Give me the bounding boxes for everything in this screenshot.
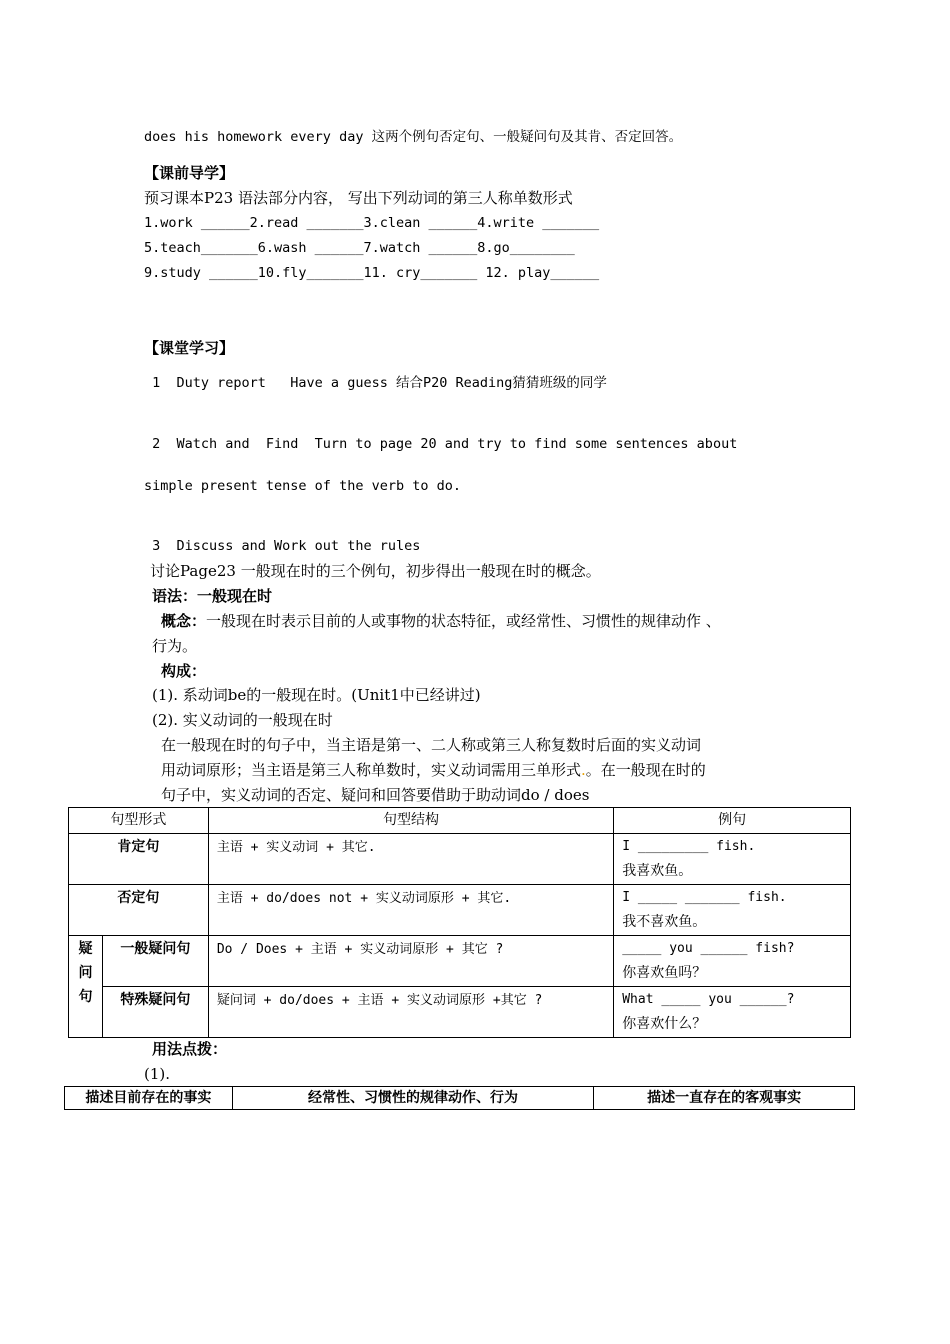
grammar-para-2 — [161, 760, 706, 780]
structure-general-question: Do / Does + 主语 + 实义动词原形 + 其它 ? — [208, 936, 613, 987]
concept-label: 概念： — [161, 612, 207, 630]
table-row-negative — [69, 885, 851, 936]
usage-header-1: 描述目前存在的事实 — [65, 1087, 233, 1110]
example-negative: I _____ _______ fish. 我不喜欢鱼。 — [614, 885, 851, 936]
preview-instruction: 预习课本P23 语法部分内容， 写出下列动词的第三人称单数形式 — [144, 189, 573, 207]
verb-exercise-row-1: 1.work ______2.read _______3.clean ______4.write _______ — [144, 215, 600, 231]
question-group-label: 疑 问 句 — [69, 936, 103, 1038]
table-row-affirmative — [69, 834, 851, 885]
table-row-general-question — [69, 936, 851, 987]
classroom-item-2: 2 Watch and Find Turn to page 20 and try to find some sentences about — [144, 436, 738, 452]
form-negative: 否定句 — [69, 885, 209, 936]
discuss-text: 讨论Page23 一般现在时的三个例句，初步得出一般现在时的概念。 — [150, 562, 601, 580]
header-form: 句型形式 — [69, 808, 209, 834]
table-header-row — [69, 808, 851, 834]
usage-label: 用法点拨： — [152, 1040, 228, 1058]
classroom-item-3: 3 Discuss and Work out the rules — [144, 538, 421, 554]
header-structure: 句型结构 — [208, 808, 613, 834]
verb-exercise-row-3: 9.study ______10.fly_______11. cry_______ 12. play______ — [144, 265, 600, 281]
concept-text-cont: 行为。 — [152, 637, 198, 655]
grammar-para-3: 句子中，实义动词的否定、疑问和回答要借助于助动词do / does — [161, 786, 590, 804]
grammar-label: 语法：一般现在时 — [152, 587, 273, 605]
usage-table — [64, 1086, 855, 1110]
example-special-question: What _____ you ______? 你喜欢什么？ — [614, 987, 851, 1038]
table-row-special-question — [69, 987, 851, 1038]
intro-line: does his homework every day 这两个例句否定句、一般疑问句及其肯、否定回答。 — [144, 129, 683, 145]
form-special-question: 特殊疑问句 — [102, 987, 208, 1038]
usage-point-1: (1). — [144, 1065, 171, 1083]
structure-negative: 主语 + do/does not + 实义动词原形 + 其它. — [208, 885, 613, 936]
example-affirmative: I _________ fish. 我喜欢鱼。 — [614, 834, 851, 885]
highlight-dot: . — [581, 761, 586, 779]
usage-header-3: 描述一直存在的客观事实 — [594, 1087, 855, 1110]
concept-text: 一般现在时表示目前的人或事物的状态特征，或经常性、习惯性的规律动作 、 — [206, 612, 721, 630]
example-general-question: _____ you ______ fish? 你喜欢鱼吗？ — [614, 936, 851, 987]
classroom-item-2-cont: simple present tense of the verb to do. — [144, 478, 461, 494]
grammar-point-1: (1). 系动词be的一般现在时。(Unit1中已经讲过) — [152, 686, 481, 704]
grammar-para-2a: 用动词原形；当主语是第三人称单数时，实义动词需用三单形式 — [161, 761, 582, 779]
grammar-point-2: (2). 实义动词的一般现在时 — [152, 711, 333, 729]
preview-heading: 【课前导学】 — [144, 164, 235, 182]
structure-affirmative: 主语 + 实义动词 + 其它. — [208, 834, 613, 885]
verb-exercise-row-2: 5.teach_______6.wash ______7.watch ______8.go________ — [144, 240, 575, 256]
concept-line — [161, 611, 721, 631]
usage-header-2: 经常性、习惯性的规律动作、行为 — [232, 1087, 594, 1110]
classroom-item-1: 1 Duty report Have a guess 结合P20 Reading猜猜班级的同学 — [144, 375, 607, 391]
grammar-para-1: 在一般现在时的句子中，当主语是第一、二人称或第三人称复数时后面的实义动词 — [161, 736, 702, 754]
classroom-heading: 【课堂学习】 — [144, 339, 235, 357]
structure-special-question: 疑问词 + do/does + 主语 + 实义动词原形 +其它 ? — [208, 987, 613, 1038]
structure-label: 构成： — [161, 662, 207, 680]
form-affirmative: 肯定句 — [69, 834, 209, 885]
sentence-pattern-table — [68, 807, 851, 1038]
header-example: 例句 — [614, 808, 851, 834]
usage-table-header — [65, 1087, 855, 1110]
form-general-question: 一般疑问句 — [102, 936, 208, 987]
grammar-para-2b: 。在一般现在时的 — [585, 761, 706, 779]
